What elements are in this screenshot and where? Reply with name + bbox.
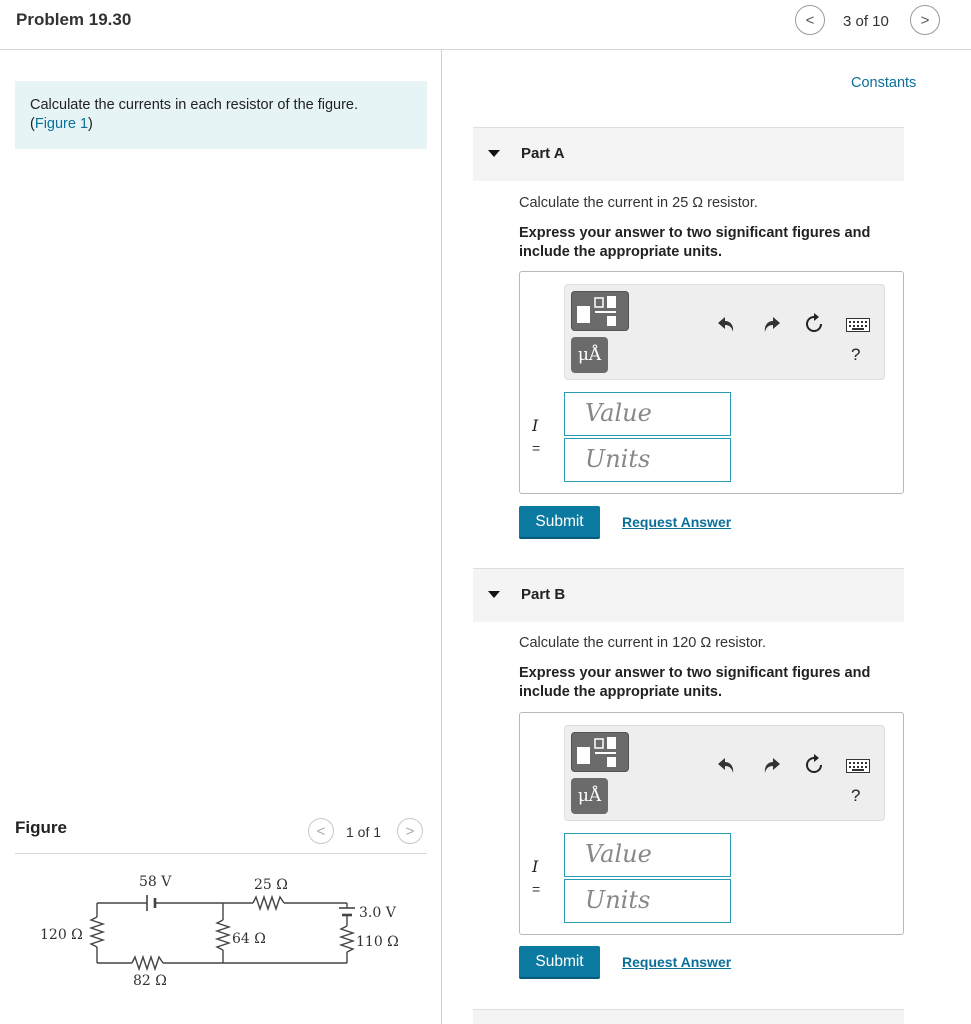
part-a-title: Part A (521, 145, 565, 162)
next-problem-button[interactable] (910, 5, 940, 35)
next-figure-button[interactable] (397, 818, 423, 844)
label-58v: 58 V (139, 874, 172, 890)
part-b-variable: I (532, 857, 539, 876)
part-a-equals: = (532, 440, 541, 456)
figure-divider (15, 853, 427, 854)
previous-problem-button[interactable] (795, 5, 825, 35)
units-button[interactable]: μÅ (571, 337, 608, 373)
part-b-submit-button[interactable]: Submit (519, 946, 600, 979)
part-a-variable: I (532, 416, 539, 435)
previous-figure-button[interactable] (308, 818, 334, 844)
problem-title: Problem 19.30 (16, 10, 132, 29)
template-button[interactable] (571, 291, 629, 331)
chevron-left-icon: < (805, 11, 815, 29)
paren-close: ) (88, 116, 93, 132)
part-b-instruction: Express your answer to two significant figures and include the appropriate units. (519, 665, 871, 700)
figure-link-line (30, 115, 412, 134)
part-a-value-input[interactable]: Value (564, 392, 731, 436)
part-b-header[interactable] (473, 568, 904, 622)
chevron-right-icon: > (920, 11, 930, 29)
keyboard-icon[interactable] (846, 759, 870, 773)
reset-icon[interactable] (803, 754, 825, 776)
part-a-header[interactable] (473, 127, 904, 181)
label-110-ohm: 110 Ω (356, 934, 399, 950)
problem-intro (15, 81, 427, 149)
part-b-equals: = (532, 881, 541, 897)
part-b-answer-box (519, 712, 904, 935)
label-64-ohm: 64 Ω (232, 931, 266, 947)
paren-open: ( (30, 116, 35, 132)
chevron-left-icon: < (316, 822, 326, 840)
fraction-template-icon (571, 291, 629, 331)
panel-divider (441, 49, 442, 1024)
part-a-submit-button[interactable]: Submit (519, 506, 600, 539)
template-button[interactable] (571, 732, 629, 772)
chevron-right-icon: > (405, 822, 415, 840)
intro-text: Calculate the currents in each resistor of the figure. (30, 97, 359, 113)
problem-pager: 3 of 10 (843, 13, 889, 30)
figure-pager: 1 of 1 (346, 824, 382, 840)
part-a-instruction: Express your answer to two significant figures and include the appropriate units. (519, 225, 871, 260)
help-button[interactable]: ? (851, 786, 861, 805)
part-a-answer-box (519, 271, 904, 494)
label-3v: 3.0 V (359, 905, 396, 921)
part-a-units-input[interactable]: Units (564, 438, 731, 482)
help-button[interactable]: ? (851, 345, 861, 364)
figure-title: Figure (15, 818, 67, 837)
part-b-question: Calculate the current in 120 Ω resistor. (519, 635, 766, 651)
undo-icon[interactable] (717, 315, 737, 333)
part-b-value-input[interactable]: Value (564, 833, 731, 877)
units-button[interactable]: μÅ (571, 778, 608, 814)
label-120-ohm: 120 Ω (40, 927, 83, 943)
part-a-request-answer-link[interactable]: Request Answer (622, 514, 732, 530)
part-b-units-input[interactable]: Units (564, 879, 731, 923)
fraction-template-icon (571, 732, 629, 772)
caret-down-icon (488, 591, 500, 598)
circuit-diagram (15, 862, 415, 992)
part-a-math-toolbar (564, 284, 885, 380)
part-b-math-toolbar (564, 725, 885, 821)
label-82-ohm: 82 Ω (133, 973, 167, 989)
top-bar (0, 0, 971, 50)
next-part-header (473, 1009, 904, 1024)
part-b-title: Part B (521, 586, 566, 603)
undo-icon[interactable] (717, 756, 737, 774)
part-b-request-answer-link[interactable]: Request Answer (622, 954, 732, 970)
part-a-question: Calculate the current in 25 Ω resistor. (519, 195, 758, 211)
caret-down-icon (488, 150, 500, 157)
label-25-ohm: 25 Ω (254, 877, 288, 893)
keyboard-icon[interactable] (846, 318, 870, 332)
figure-link[interactable]: Figure 1 (34, 116, 89, 132)
redo-icon[interactable] (761, 756, 781, 774)
reset-icon[interactable] (803, 313, 825, 335)
redo-icon[interactable] (761, 315, 781, 333)
constants-link[interactable]: Constants (851, 75, 917, 91)
